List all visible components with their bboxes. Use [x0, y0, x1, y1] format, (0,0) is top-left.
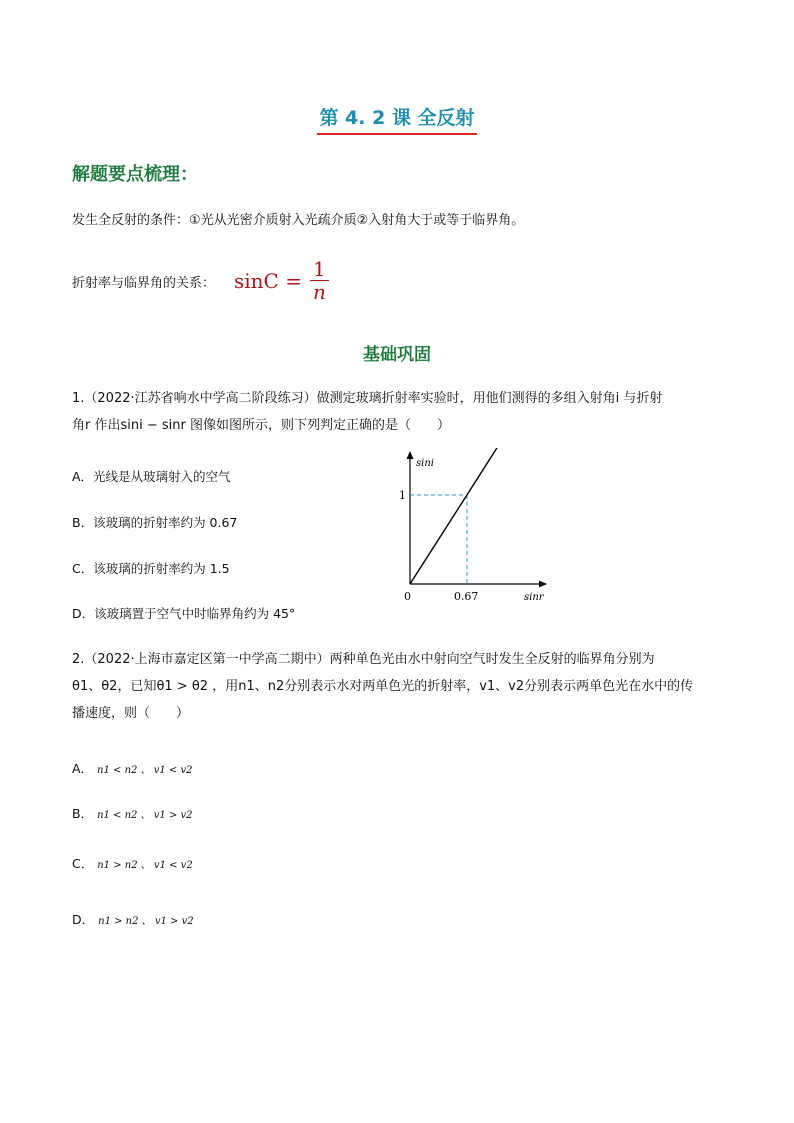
- critical-angle-formula: [234, 258, 329, 303]
- subheading: 基础巩固: [363, 345, 431, 365]
- question-2-line-3: 播速度，则（ ）: [72, 706, 190, 721]
- y-tick-label: 1: [399, 489, 406, 502]
- question-2-option-d: [72, 910, 194, 928]
- option-label: D．: [72, 912, 95, 927]
- x-axis-label: sinr: [524, 592, 544, 603]
- formula-denominator: n: [310, 280, 329, 303]
- option-math: n1 < n2 、 v1 > v2: [97, 810, 193, 821]
- option-math: n1 > n2 、 v1 > v2: [98, 916, 194, 927]
- relation-label: 折射率与临界角的关系：: [72, 276, 216, 291]
- question-1-line-2: 角r 作出sini − sinr 图像如图所示，则下列判定正确的是（ ）: [72, 418, 450, 433]
- formula-fraction: [310, 258, 329, 303]
- question-1: [72, 385, 732, 439]
- question-2-option-b: [72, 804, 193, 822]
- question-1-option-c: C．该玻璃的折射率约为 1.5: [72, 561, 230, 576]
- question-1-line-1: 1.（2022·江苏省响水中学高二阶段练习）做测定玻璃折射率实验时，用他们测得的多组入射角i 与折射: [72, 391, 663, 406]
- page-title: 第 4. 2 课 全反射: [0, 103, 794, 133]
- option-label: A．: [72, 761, 94, 776]
- formula-numerator: 1: [313, 257, 326, 281]
- question-2-option-c: [72, 854, 193, 872]
- option-math: n1 < n2 、 v1 < v2: [97, 765, 193, 776]
- option-math: n1 > n2 、 v1 < v2: [97, 860, 193, 871]
- section-heading: 解题要点梳理：: [72, 164, 198, 185]
- condition-text: 发生全反射的条件：①光从光密介质射入光疏介质②入射角大于或等于临界角。: [72, 213, 525, 228]
- y-axis-label: sini: [416, 458, 434, 469]
- question-1-option-d: D．该玻璃置于空气中时临界角约为 45°: [72, 606, 296, 621]
- x-axis-arrow: [539, 581, 547, 588]
- sin-graph: [370, 448, 570, 608]
- option-label: C．: [72, 856, 94, 871]
- question-2-option-a: [72, 759, 193, 777]
- question-2-line-1: 2.（2022·上海市嘉定区第一中学高二期中）两种单色光由水中射向空气时发生全反射的临界角分别为: [72, 652, 655, 667]
- question-1-option-b: B．该玻璃的折射率约为 0.67: [72, 515, 238, 530]
- x-tick-label: 0.67: [453, 590, 479, 603]
- option-label: B．: [72, 806, 94, 821]
- formula-lhs: sinC =: [234, 268, 302, 293]
- question-2-line-2: θ1、θ2，已知θ1 > θ2 ，用n1、n2分别表示水对两单色光的折射率，v1、v2分别表示两单色光在水中的传: [72, 679, 694, 694]
- question-2: [72, 646, 732, 727]
- question-1-option-a: A．光线是从玻璃射入的空气: [72, 469, 231, 484]
- origin-label: 0: [404, 590, 411, 603]
- y-axis-arrow: [407, 451, 414, 459]
